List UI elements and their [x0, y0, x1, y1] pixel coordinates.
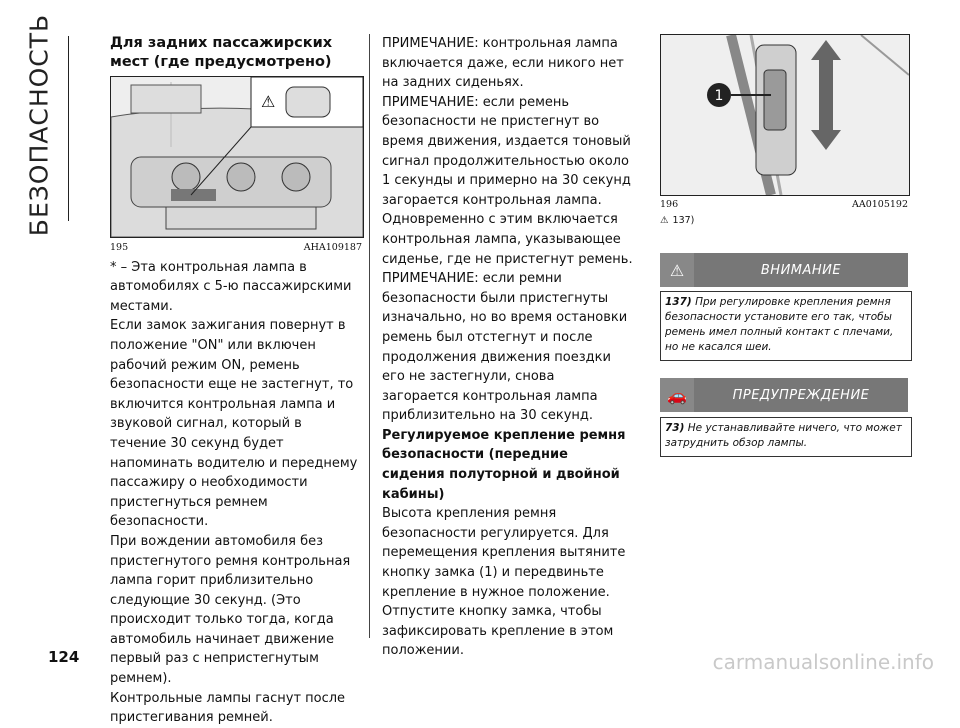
note-paragraph: ПРИМЕЧАНИЕ: если ремень безопасности не пристегнут во время движения, издается тоновый сигнал продолжительностью около 1 секунды и примерно на 30 секунд загорается контрольная лампа. Одновременно с этим включается контрольная лампа, указывающее сиденье, где не пристегнут ремень. [382, 94, 633, 267]
note-paragraph: ПРИМЕЧАНИЕ: контрольная лампа включается даже, если никого нет на задних сиденьях. [382, 36, 624, 91]
column-divider [369, 34, 370, 638]
column-1 [110, 34, 360, 728]
section-heading: Для задних пассажирских мест (где предусмотрено) [110, 35, 333, 70]
figure-caption: 196 AA0105192 [660, 199, 908, 210]
paragraph: При вождении автомобиля без пристегнутого ремня контрольная лампа горит приблизительно следующие 30 секунд. (Это происходит только тогда, когда автомобиль начинает движение первый раз с непристегнутым ремнем). [110, 533, 351, 687]
subheading: Регулируемое крепление ремня безопасности (передние сидения полуторной и двойной кабины) [382, 427, 626, 502]
section-title: БЕЗОПАСНОСТЬ [24, 13, 54, 237]
paragraph: Контрольные лампы гаснут после пристегивания ремней. [110, 690, 346, 726]
dashboard-figure [110, 76, 364, 238]
car-warning-icon: 🚗 [660, 378, 694, 412]
caution-text: 73) Не устанавливайте ничего, что может затруднить обзор лампы. [660, 417, 912, 457]
paragraph: Высота крепления ремня безопасности регулируется. Для перемещения крепления вытяните кнопку замка (1) и передвиньте крепление в нужное положение. Отпустите кнопку замка, чтобы зафиксировать крепление в этом положении. [382, 506, 626, 659]
watermark: carmanualsonline.info [712, 650, 934, 674]
warning-icon: ⚠ [660, 215, 669, 226]
note-paragraph: ПРИМЕЧАНИЕ: если ремни безопасности были пристегнуты изначально, но во время остановки ремень был отстегнут и после продолжения движения поездки его не застегнули, снова загорается контрольная лампа приблизительно на 30 секунд. [382, 271, 628, 424]
warning-reference: ⚠ 137) [660, 215, 695, 226]
warning-icon: ⚠ [660, 253, 694, 287]
page-number: 124 [48, 648, 80, 666]
svg-text:⚠: ⚠ [261, 92, 276, 111]
warning-text: 137) При регулировке крепления ремня безопасности установите его так, чтобы ремень имел полный контакт с плечами, но не касался шеи. [660, 291, 912, 361]
callout-label: 1 [714, 88, 724, 104]
side-rule [68, 36, 69, 221]
caution-header: 🚗 ПРЕДУПРЕЖДЕНИЕ [660, 378, 908, 412]
paragraph: Если замок зажигания повернут в положение "ON" или включен рабочий режим ON, ремень безопасности еще не застегнут, то включится контрольная лампа и звуковой сигнал, который в течение 30 секунд будет напоминать водителю и переднему пассажиру о необходимости пристегнуться ремнем безопасности. [110, 318, 358, 530]
warning-header: ⚠ ВНИМАНИЕ [660, 253, 908, 287]
figure-caption: 195 AHA109187 [110, 242, 362, 253]
column-2 [382, 34, 634, 661]
belt-anchor-figure [660, 34, 910, 196]
paragraph: * – Эта контрольная лампа в автомобилях с 5-ю пассажирскими местами. [110, 259, 352, 314]
